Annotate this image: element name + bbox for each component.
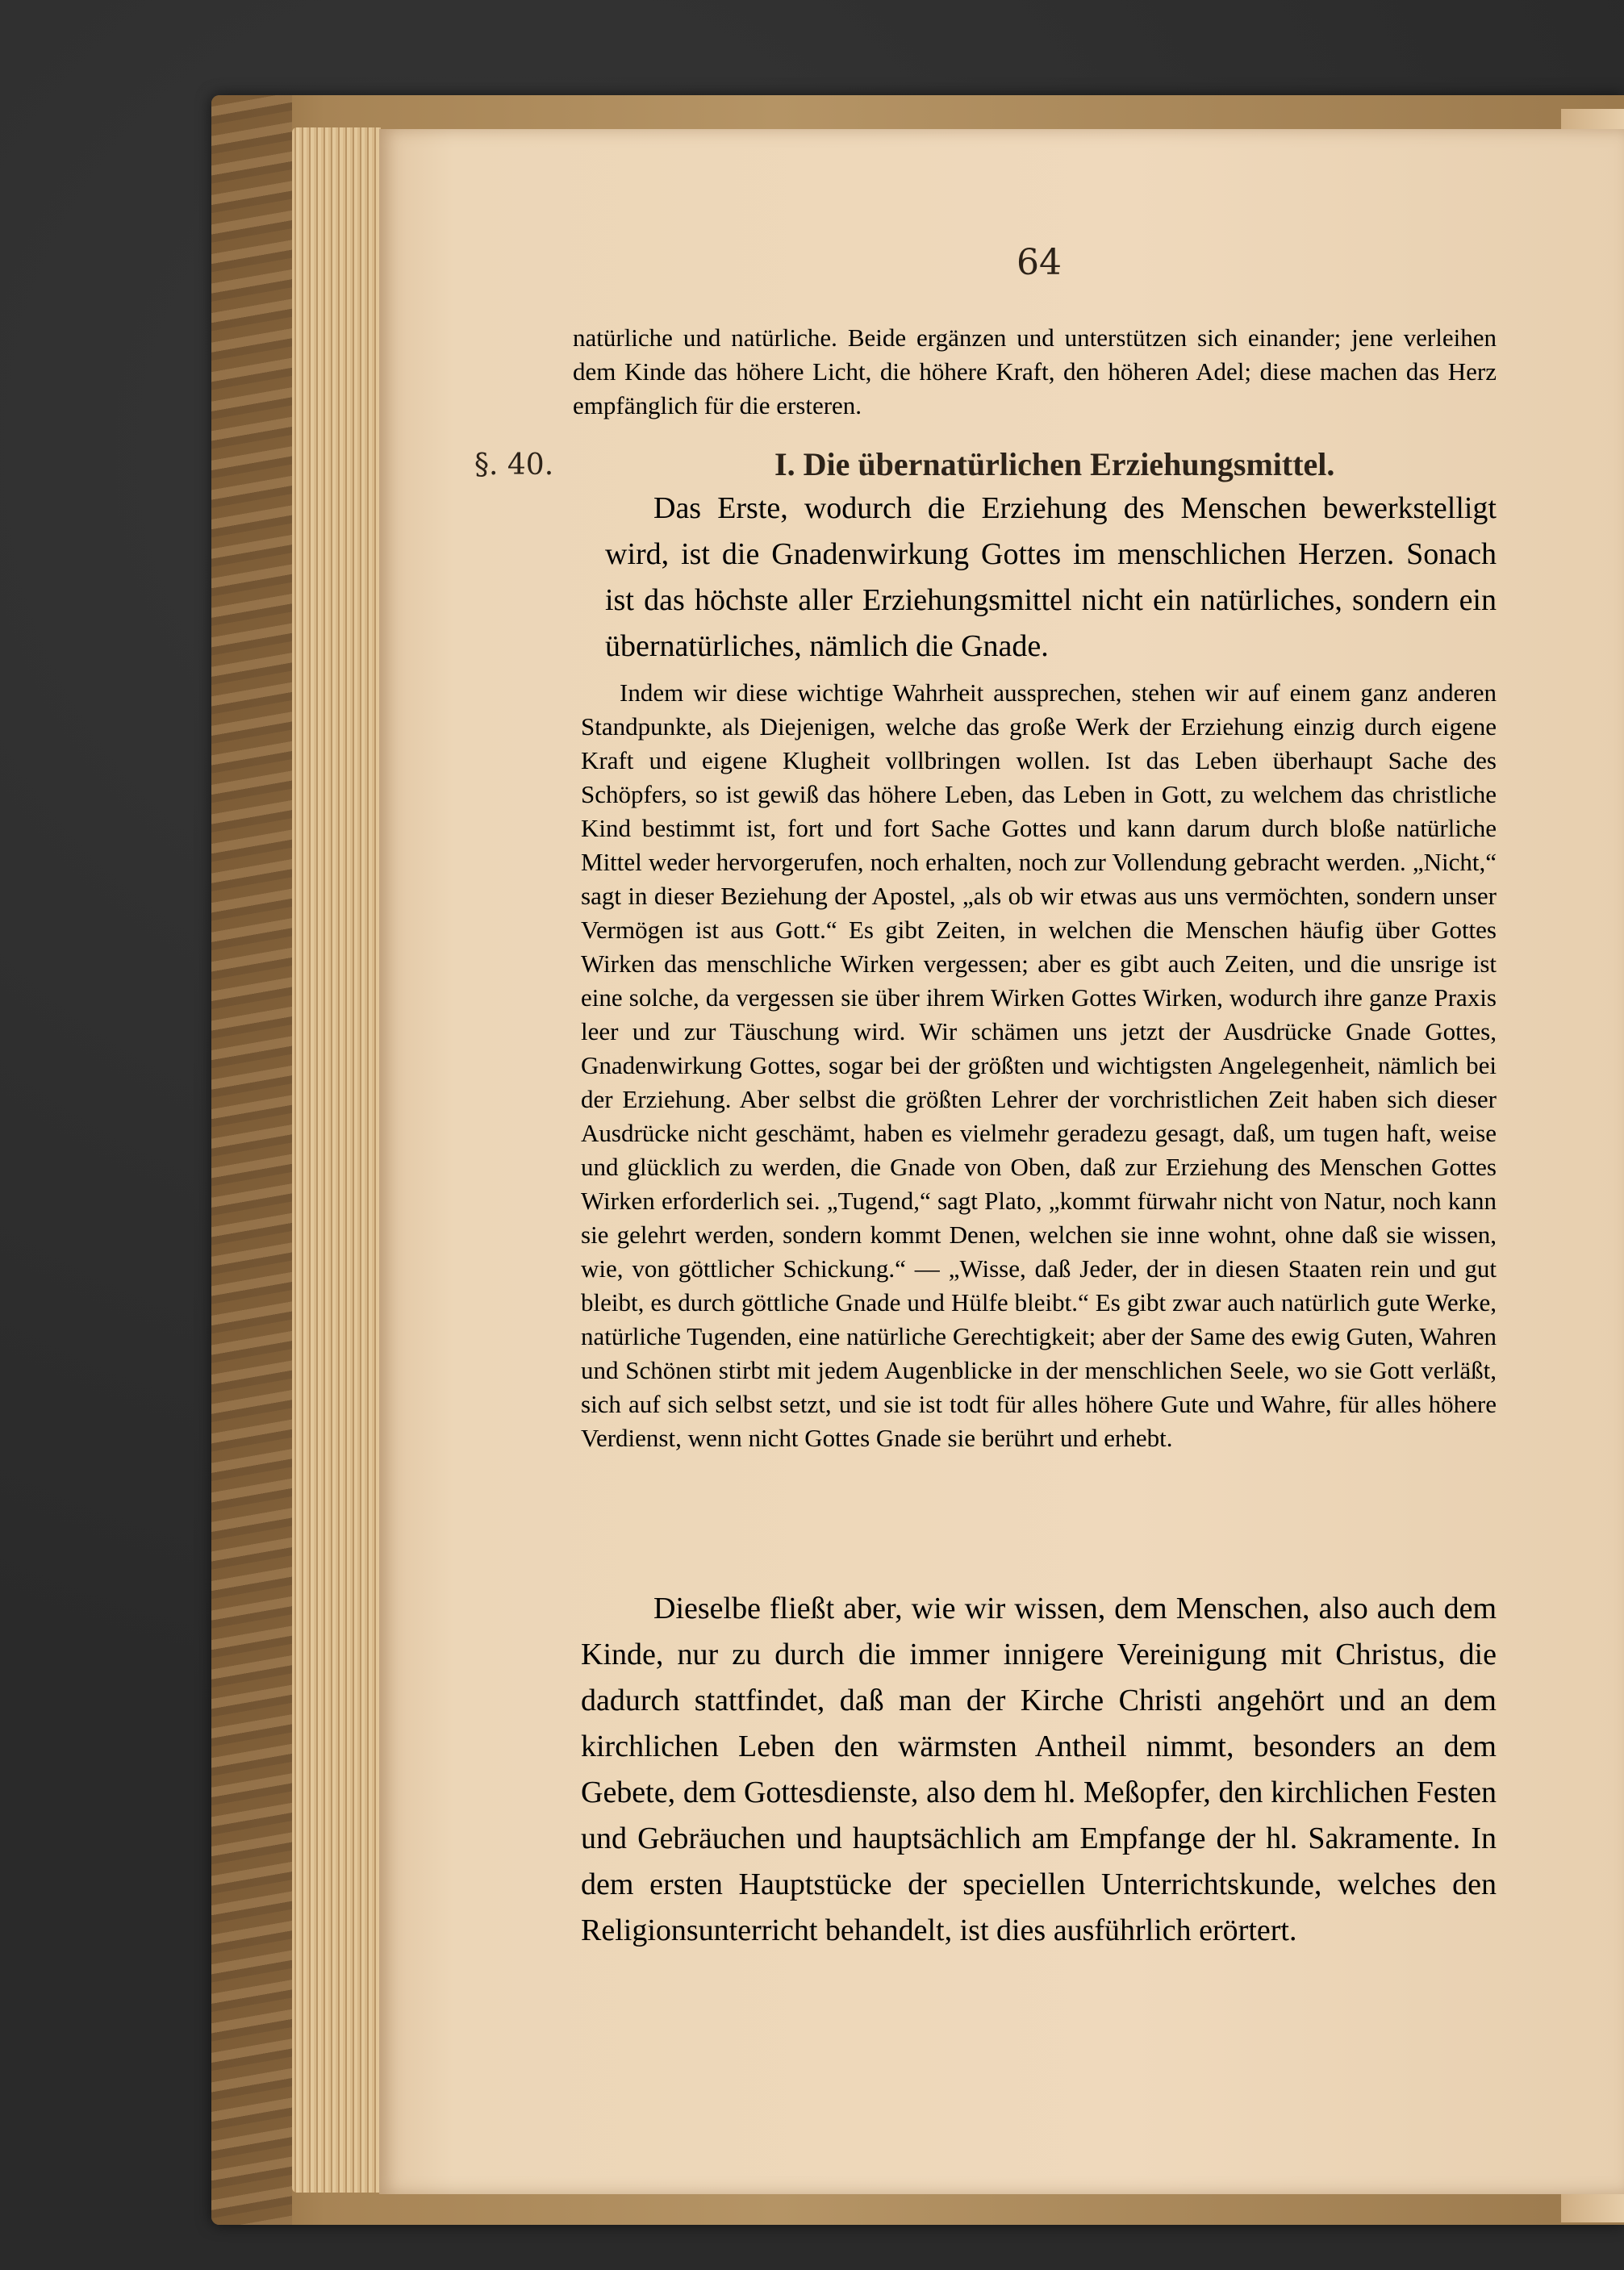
page-stack-edges <box>292 127 381 2193</box>
section-heading: I. Die übernatürlichen Erziehungsmittel. <box>774 446 1335 482</box>
paragraph-1: Das Erste, wodurch die Erziehung des Menschen bewerkstelligt wird, ist die Gnadenwirkung Gottes im menschlichen Herzen. Sonach ist das höchste aller Erziehungsmittel nicht ein natürliches, sondern ein übernatürliches, nämlich die Gnade. <box>605 491 1497 663</box>
page-number: 64 <box>1017 242 1062 283</box>
section-mark: §. 40. <box>474 449 554 482</box>
cover-marbled-edge <box>211 95 292 2225</box>
intro-paragraph: natürliche und natürliche. Beide ergänzen und unterstützen sich einander; jene verleihen dem Kinde das höhere Licht, die höhere Kraft, den höheren Adel; diese machen das Herz empfänglich für die ersteren. <box>573 323 1497 419</box>
paragraph-3: Dieselbe fließt aber, wie wir wissen, dem Menschen, also auch dem Kinde, nur zu durch die immer innigere Vereinigung mit Christus, die dadurch stattfindet, daß man der Kirche Christi angehört und an dem kirchlichen Leben den wärmsten Antheil nimmt, besonders an dem Gebete, dem Gottesdienste, also dem hl. Meßopfer, den kirchlichen Festen und Gebräuchen und hauptsächlich am Empfange der hl. Sakramente. In dem ersten Hauptstücke der speciellen Unterrichtskunde, welches den Religionsunterricht behandelt, ist dies ausführlich erörtert. <box>581 1592 1497 1947</box>
paragraph-2: Indem wir diese wichtige Wahrheit aussprechen, stehen wir auf einem ganz anderen Standpunkte, als Diejenigen, welche das große Werk der Erziehung einzig durch eigene Kraft und eigene Klugheit vollbringen wollen. Ist das Leben überhaupt Sache des Schöpfers, so ist gewiß das höhere Leben, das Leben in Gott, zu welchem das christliche Kind bestimmt ist, fort und fort Sache Gottes und kann darum durch bloße natürliche Mittel weder hervorgerufen, noch erhalten, noch zur Vollendung gebracht werden. „Nicht,“ sagt in dieser Beziehung der Apostel, „als ob wir etwas aus uns vermöchten, sondern unser Vermögen ist aus Gott.“ Es gibt Zeiten, in welchen die Menschen häufig über Gottes Wirken das menschliche Wirken vergessen; aber es gibt auch Zeiten, und die unsrige ist eine solche, da vergessen sie über ihrem Wirken Gottes Wirken, wodurch ihre ganze Praxis leer und zur Täuschung wird. Wir schämen uns jetzt der Ausdrücke Gnade Gottes, Gnadenwirkung Gottes, sogar bei der größten und wichtigsten Angelegenheit, nämlich bei der Erziehung. Aber selbst die größten Lehrer der vorchristlichen Zeit haben sich dieser Ausdrücke nicht geschämt, haben es vielmehr geradezu gesagt, daß, um tugen haft, weise und glücklich zu werden, die Gnade von Oben, daß zur Erziehung des Menschen Gottes Wirken erforderlich sei. „Tugend,“ sagt Plato, „kommt fürwahr nicht von Natur, noch kann sie gelehrt werden, sondern kommt Denen, welchen sie inne wohnt, ohne daß sie wissen, wie, von göttlicher Schickung.“ — „Wisse, daß Jeder, der in diesen Staaten rein und gut bleibt, es durch göttliche Gnade und Hülfe bleibt.“ Es gibt zwar auch natürlich gute Werke, natürliche Tugenden, eine natürliche Gerechtigkeit; aber der Same des ewig Guten, Wahren und Schönen stirbt mit jedem Augenblicke in der menschlichen Seele, wo sie Gott verläßt, sich auf sich selbst setzt, und sie ist todt für alles höhere Gute und Wahre, für alles höhere Verdienst, wenn nicht Gottes Gnade sie berührt und erhebt. <box>581 678 1497 1452</box>
